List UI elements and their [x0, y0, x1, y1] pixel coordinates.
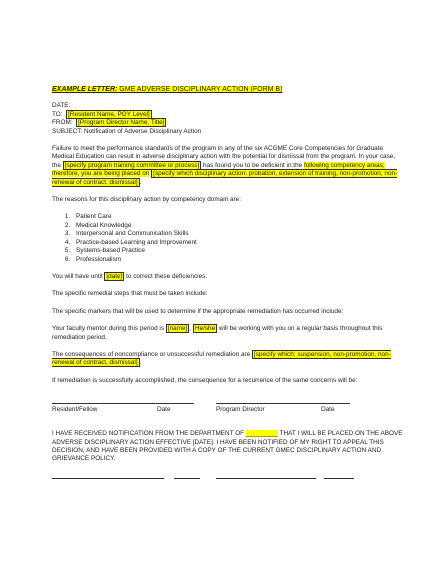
mentor-placeholder-name: [name]: [167, 325, 188, 333]
consequences-placeholder: [specify which: suspension, non-promotion, non-renewal of contract, dismissal]: [52, 350, 391, 367]
from-label: FROM:: [52, 119, 73, 127]
paragraph-recurrence: If remediation is successfully accomplished, the consequence for a recurrence of the same concerns will be:: [52, 376, 358, 384]
memo-block: [52, 102, 404, 136]
paragraph-performance: [52, 145, 404, 187]
until-placeholder-date: [date]: [106, 272, 123, 280]
until-text-1: You will have until: [52, 272, 105, 280]
para1-text-2: has found you to be deficient in the: [201, 161, 304, 169]
to-label: TO:: [52, 110, 63, 118]
subject-value: Notification of Adverse Disciplinary Action: [83, 127, 202, 135]
date-label: DATE:: [52, 102, 71, 110]
list-item: 5. Systems-based Practice: [72, 247, 404, 255]
ack-date-line-1[interactable]: [174, 478, 200, 479]
para1-highlight-areas: following competency areas; therefore, you are being placed on: [52, 161, 385, 178]
list-item: 3. Interpersonal and Communication Skills: [72, 230, 404, 238]
until-text-2: to correct these deficiencies.: [124, 272, 208, 280]
paragraph-mentor: [52, 325, 404, 342]
from-value: [Program Director Name, Title]: [78, 119, 165, 127]
director-signature-label: Program Director: [216, 406, 265, 414]
mentor-text-3: will be working with you on a regular basis throughout this remediation period.: [52, 325, 383, 341]
ack-signature-line-2[interactable]: [216, 478, 316, 479]
heading-highlight: [52, 86, 282, 93]
paragraph-until: [52, 273, 404, 281]
reasons-intro: The reasons for this disciplinary action by competency domain are:: [52, 196, 241, 204]
para1-placeholder-action: [specify which disciplinary action: probation, extension of training, non-promotion, non-renewal of contract, dismissal]: [52, 170, 398, 186]
paragraph-remedial-steps: The specific remedial steps that must be taken include:: [52, 290, 208, 298]
mentor-placeholder-pronoun: He/she: [194, 325, 216, 333]
paragraph-acknowledgement: [52, 430, 404, 464]
to-value: [Resident Name, PGY Level]: [68, 110, 150, 118]
ack-text-2: THAT I WILL BE PLACED ON THE ABOVE ADVERSE DISCIPLINARY ACTION EFFECTIVE [DATE]. I HAVE BEEN NOTIFIED OF MY RIGHT TO APPEAL THIS DECISION, AND HAVE BEEN PROVIDED WITH A COPY OF THE CURRENT GMEC DISCIPLINARY ACTION AND GRIEVANCE POLICY.: [52, 430, 403, 463]
heading-title: GME ADVERSE DISCIPLINARY ACTION (FORM B): [117, 86, 283, 93]
list-item: 4. Practice-based Learning and Improvement: [72, 239, 404, 247]
director-date-label: Date: [321, 406, 335, 414]
heading-label: EXAMPLE LETTER:: [52, 86, 118, 93]
resident-signature-label: Resident/Fellow: [52, 406, 98, 414]
signature-row: [52, 403, 404, 421]
memo-from: [52, 119, 404, 127]
ack-date-line-2[interactable]: [324, 478, 354, 479]
director-signature-line[interactable]: [216, 403, 350, 404]
mentor-text-1: Your faculty mentor during this period is: [52, 325, 166, 333]
list-item: 1. Patient Care: [72, 213, 404, 221]
para1-text-1: Failure to meet the performance standards of the program in any of the six ACGME Core Competencies for Graduate Medical Education can result in adverse disciplinary action with the potential for dismissal from the program. In your case, the: [52, 145, 396, 169]
para1-placeholder-committee: [specify program training committee or process]: [64, 161, 200, 169]
consequences-text-1: The consequences of noncompliance or unsuccessful remediation are: [52, 350, 253, 358]
acknowledgement-signature-row: [52, 478, 404, 486]
subject-label: SUBJECT:: [52, 127, 83, 135]
resident-date-label: Date: [157, 406, 171, 414]
letter-heading: [52, 86, 404, 94]
memo-subject: [52, 128, 404, 136]
list-item: 2. Medical Knowledge: [72, 222, 404, 230]
list-item: 6. Professionalism: [72, 256, 404, 264]
mentor-text-2: .: [189, 325, 193, 333]
ack-placeholder-department: _________: [245, 430, 278, 438]
ack-text-1: I HAVE RECEIVED NOTIFICATION FROM THE DEPARTMENT OF: [52, 430, 246, 438]
paragraph-markers: The specific markers that will be used to determine if the appropriate remediation has occurred include:: [52, 307, 344, 315]
competency-list: [52, 213, 404, 263]
resident-signature-line[interactable]: [52, 403, 194, 404]
paragraph-consequences: [52, 351, 404, 368]
ack-signature-line-1[interactable]: [52, 478, 164, 479]
para1-text-4: .: [139, 178, 142, 186]
consequences-text-2: .: [139, 359, 142, 367]
